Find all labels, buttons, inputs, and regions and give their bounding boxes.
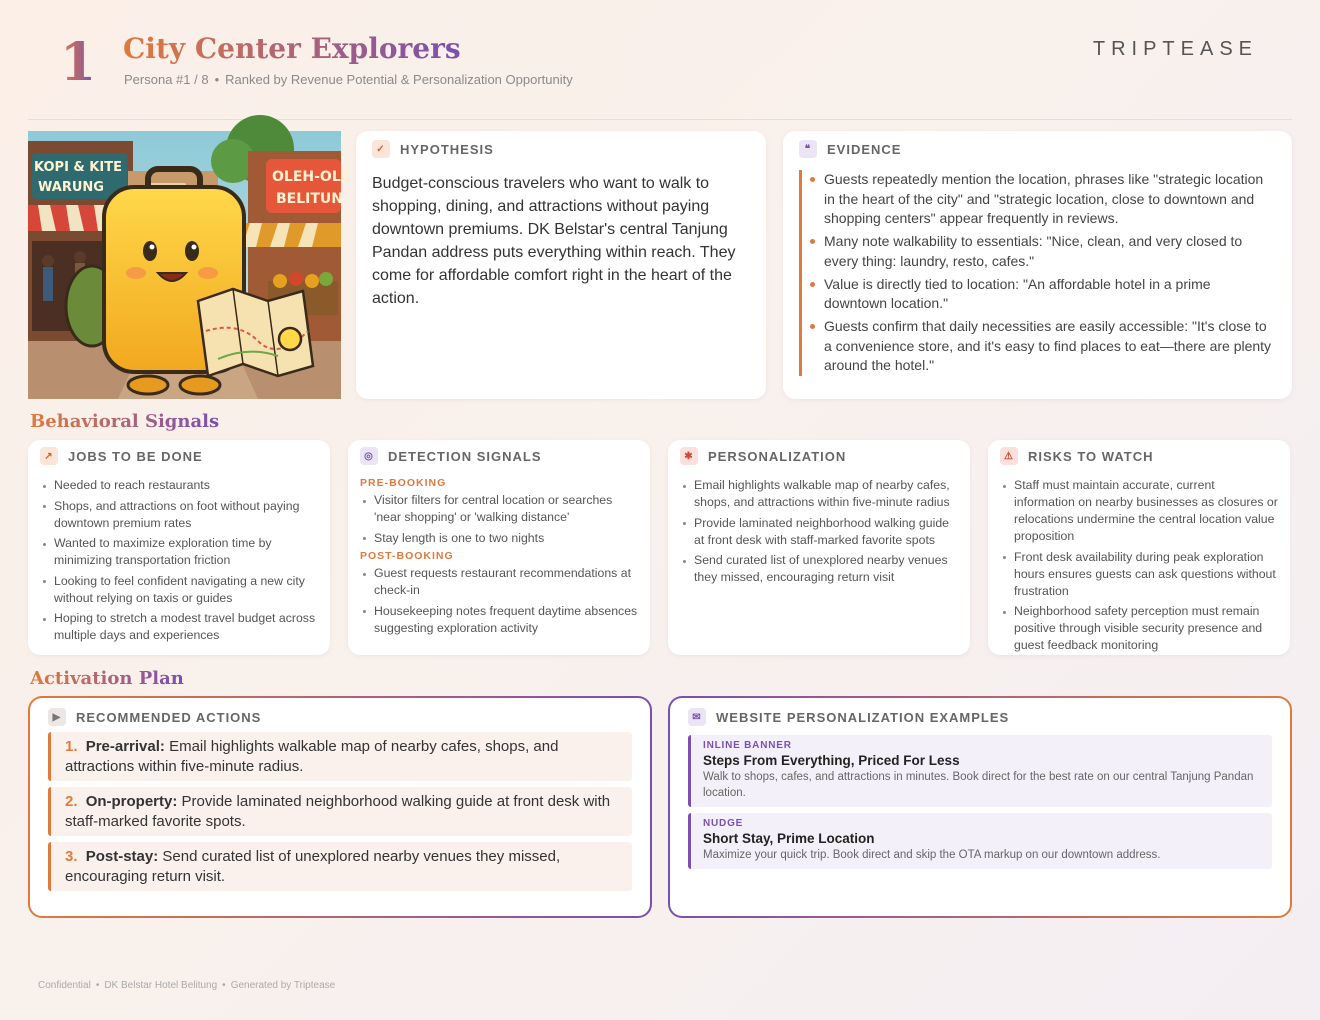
hypothesis-card <box>356 131 766 399</box>
detection-card <box>348 440 650 655</box>
hypothesis-text: Budget-conscious travelers who want to walk to shopping, dining, and attractions without paying downtown premiums. DK Belstar's central Tanjung Pandan address puts everything within reach. They come for affordable comfort right in the heart of the action. <box>372 175 736 307</box>
list-item: Needed to reach restaurants <box>40 477 318 494</box>
risks-heading: ⚠ RISKS TO WATCH <box>1000 447 1278 465</box>
persona-illustration <box>28 131 351 399</box>
risks-card <box>988 440 1290 655</box>
evidence-item: Many note walkability to essentials: "Nice, clean, and very closed to every thing: laundry, resto, cafes." <box>824 232 1276 271</box>
jobs-list <box>40 477 318 644</box>
sparkle-icon: ✱ <box>680 447 698 465</box>
persona-rank: 1 <box>60 32 97 93</box>
list-item: Front desk availability during peak exploration hours ensures guests can ask questions without frustration <box>1000 549 1278 600</box>
envelope-icon: ✉ <box>688 708 706 726</box>
web-example-inline-banner: INLINE BANNER Steps From Everything, Priced For Less Walk to shops, cafes, and attractions in minutes. Book direct for the best rate on our central Tanjung Pandan location. <box>688 735 1272 807</box>
list-item: Stay length is one to two nights <box>360 530 638 547</box>
evidence-item: Guests confirm that daily necessities are easily accessible: "It's close to a convenience store, and it's easy to find places to eat—there are plenty around the hotel." <box>824 317 1276 376</box>
website-personalization-card <box>668 696 1292 918</box>
ranking-note: Ranked by Revenue Potential & Personalization Opportunity <box>225 72 573 87</box>
list-item: Housekeeping notes frequent daytime absences suggesting exploration activity <box>360 603 638 637</box>
play-icon: ▶ <box>48 708 66 726</box>
evidence-item: Guests repeatedly mention the location, phrases like "strategic location in the heart of the city" and "strategic location, close to downtown and shopping centers" appear frequently in reviews. <box>824 170 1276 229</box>
post-booking-list <box>360 565 638 637</box>
page-footer: Confidential • DK Belstar Hotel Belitung • Generated by Triptease <box>38 980 336 991</box>
warning-icon: ⚠ <box>1000 447 1018 465</box>
evidence-heading: ❝ EVIDENCE <box>799 140 1276 158</box>
personalization-heading: ✱ PERSONALIZATION <box>680 447 958 465</box>
quote-icon: ❝ <box>799 140 817 158</box>
evidence-card <box>783 131 1292 399</box>
list-item: Shops, and attractions on foot without paying downtown premium rates <box>40 498 318 532</box>
hero-sign-right-1: OLEH-OLE <box>272 169 351 185</box>
list-item: Neighborhood safety perception must remain positive through visible security presence and guest feedback monitoring <box>1000 603 1278 654</box>
detection-heading: ◎ DETECTION SIGNALS <box>360 447 638 465</box>
list-item: Staff must maintain accurate, current information on nearby businesses as closures or relocations undermine the central location value proposition <box>1000 477 1278 545</box>
hero-sign-left-1: KOPI & KITE <box>34 160 122 175</box>
page-subtitle: Persona #1 / 8 • Ranked by Revenue Potential & Personalization Opportunity <box>124 72 573 87</box>
post-booking-label: POST-BOOKING <box>360 550 454 562</box>
persona-index: Persona #1 / 8 <box>124 72 209 87</box>
check-icon: ✓ <box>372 140 390 158</box>
list-item: Email highlights walkable map of nearby cafes, shops, and attractions within five-minute radius <box>680 477 958 511</box>
target-icon: ◎ <box>360 447 378 465</box>
action-item-pre-arrival: 1. Pre-arrival: Email highlights walkable map of nearby cafes, shops, and attractions within five-minute radius. <box>48 732 632 781</box>
personalization-card <box>668 440 970 655</box>
page-header <box>28 28 1292 120</box>
list-item: Looking to feel confident navigating a new city without relying on taxis or guides <box>40 573 318 607</box>
recommended-actions-card <box>28 696 652 918</box>
list-item: Hoping to stretch a modest travel budget across multiple days and experiences <box>40 610 318 644</box>
hero-sign-left-2: WARUNG <box>38 180 104 195</box>
list-item: Wanted to maximize exploration time by minimizing transportation friction <box>40 535 318 569</box>
pre-booking-list <box>360 492 638 547</box>
hero-sign-right-2: BELITUN <box>276 191 343 207</box>
pre-booking-label: PRE-BOOKING <box>360 477 447 489</box>
risks-list <box>1000 477 1278 654</box>
page-title: City Center Explorers <box>123 32 461 65</box>
trend-arrow-icon: ↗ <box>40 447 58 465</box>
personalization-list <box>680 477 958 586</box>
evidence-list <box>799 170 1276 376</box>
web-example-nudge: NUDGE Short Stay, Prime Location Maximize your quick trip. Book direct and skip the OTA markup on our downtown address. <box>688 813 1272 869</box>
recommended-heading: ▶ RECOMMENDED ACTIONS <box>48 708 632 726</box>
action-item-post-stay: 3. Post-stay: Send curated list of unexplored nearby venues they missed, encouraging return visit. <box>48 842 632 891</box>
hypothesis-heading: ✓ HYPOTHESIS <box>372 140 750 158</box>
website-heading: ✉ WEBSITE PERSONALIZATION EXAMPLES <box>688 708 1272 726</box>
list-item: Provide laminated neighborhood walking guide at front desk with staff-marked favorite spots <box>680 515 958 549</box>
jobs-heading: ↗ JOBS TO BE DONE <box>40 447 318 465</box>
list-item: Send curated list of unexplored nearby venues they missed, encouraging return visit <box>680 552 958 586</box>
jobs-card <box>28 440 330 655</box>
activation-section-title: Activation Plan <box>30 668 184 689</box>
evidence-item: Value is directly tied to location: "An affordable hotel in a prime downtown location." <box>824 275 1276 314</box>
list-item: Visitor filters for central location or searches 'near shopping' or 'walking distance' <box>360 492 638 526</box>
behavioral-section-title: Behavioral Signals <box>30 411 220 432</box>
brand-logo: TRIPTEASE <box>1092 38 1258 60</box>
list-item: Guest requests restaurant recommendations at check-in <box>360 565 638 599</box>
action-item-on-property: 2. On-property: Provide laminated neighborhood walking guide at front desk with staff-marked favorite spots. <box>48 787 632 836</box>
